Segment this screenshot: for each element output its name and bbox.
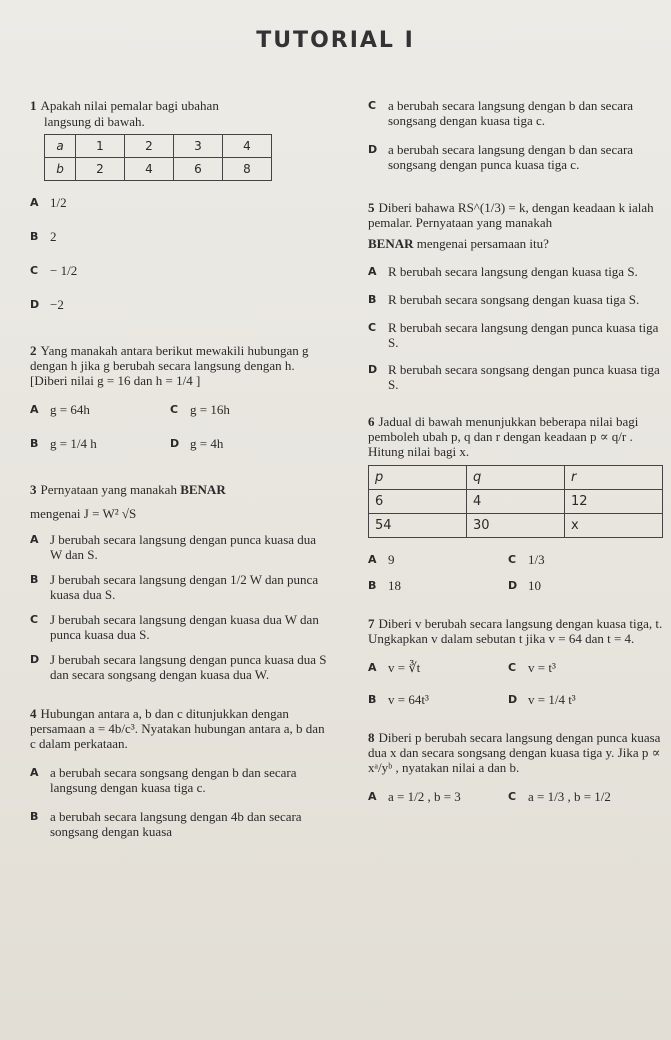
option-label: A <box>368 661 377 674</box>
question-5 <box>368 200 668 392</box>
question-text: Diberi p berubah secara langsung dengan punca kuasa dua x dan secara songsang dengan kuasa tiga y. Jika p ∝ xᵃ/yᵇ , nyatakan nilai a dan b. <box>368 730 661 775</box>
table-cell: 1 <box>76 135 125 158</box>
table-cell: 54 <box>369 514 467 538</box>
option-text: J berubah secara langsung dengan 1/2 W dan punca kuasa dua S. <box>50 572 319 602</box>
option-text: a = 1/2 , b = 3 <box>388 789 461 804</box>
option-text: v = 64t³ <box>388 692 429 707</box>
option-a[interactable] <box>368 789 508 805</box>
table-cell: a <box>45 135 76 158</box>
option-label: D <box>170 437 180 450</box>
question-text: Apakah nilai pemalar bagi ubahan <box>40 98 219 113</box>
option-label: C <box>368 321 377 334</box>
option-b[interactable] <box>368 292 668 308</box>
table-cell: 2 <box>76 158 125 181</box>
table-cell: q <box>467 466 565 490</box>
option-text: a berubah secara langsung dengan b dan secara songsang dengan kuasa tiga c. <box>388 98 634 128</box>
option-label: D <box>508 693 518 706</box>
question-number: 8 <box>368 730 375 745</box>
option-label: C <box>170 403 179 416</box>
option-label: D <box>368 363 378 376</box>
table-cell: r <box>565 466 663 490</box>
option-b[interactable] <box>30 436 170 452</box>
option-label: D <box>508 579 518 592</box>
option-d[interactable] <box>368 362 668 392</box>
table-row <box>45 135 272 158</box>
table-row <box>45 158 272 181</box>
option-text: 1/3 <box>528 552 545 567</box>
question-4-continued <box>368 98 668 172</box>
option-text: a = 1/3 , b = 1/2 <box>528 789 611 804</box>
question-text: Pernyataan yang manakah <box>40 482 177 497</box>
option-label: B <box>368 693 377 706</box>
option-c[interactable] <box>170 402 310 418</box>
table-cell: 4 <box>223 135 272 158</box>
option-c[interactable] <box>30 263 330 279</box>
option-b[interactable] <box>30 229 330 245</box>
option-label: B <box>30 437 39 450</box>
table-row <box>369 490 663 514</box>
table-cell: 8 <box>223 158 272 181</box>
table-cell: 4 <box>125 158 174 181</box>
question-text: Hubungan antara a, b dan c ditunjukkan dengan persamaan a = 4b/c³. Nyatakan hubungan antara a, b dan c dalam perkataan. <box>30 706 325 751</box>
option-label: C <box>30 264 39 277</box>
option-label: D <box>368 143 378 156</box>
question-number: 6 <box>368 414 375 429</box>
option-d[interactable] <box>368 142 668 172</box>
question-text: mengenai J = W² √S <box>30 506 137 521</box>
table-cell: b <box>45 158 76 181</box>
option-text: R berubah secara langsung dengan kuasa tiga S. <box>388 264 638 279</box>
option-label: A <box>368 265 377 278</box>
option-text: R berubah secara langsung dengan punca kuasa tiga S. <box>388 320 659 350</box>
option-c[interactable] <box>508 789 648 805</box>
option-a[interactable] <box>368 264 668 280</box>
option-text: a berubah secara songsang dengan b dan secara langsung dengan kuasa tiga c. <box>50 765 297 795</box>
option-label: C <box>508 661 517 674</box>
option-c[interactable] <box>508 552 648 568</box>
question-text: mengenai persamaan itu? <box>416 236 549 251</box>
option-label: A <box>368 553 377 566</box>
option-label: A <box>30 533 39 546</box>
table-cell: 3 <box>174 135 223 158</box>
question-4 <box>30 706 330 839</box>
table-cell: 30 <box>467 514 565 538</box>
option-label: C <box>508 553 517 566</box>
option-text: R berubah secara songsang dengan kuasa tiga S. <box>388 292 640 307</box>
option-label: A <box>368 790 377 803</box>
option-d[interactable] <box>170 436 310 452</box>
option-text: J berubah secara langsung dengan kuasa dua W dan punca kuasa dua S. <box>50 612 319 642</box>
table-cell: 4 <box>467 490 565 514</box>
option-label: C <box>368 99 377 112</box>
table-cell: 12 <box>565 490 663 514</box>
option-label: B <box>368 579 377 592</box>
question-6 <box>368 414 668 594</box>
question-7 <box>368 616 668 708</box>
question-number: 7 <box>368 616 375 631</box>
table-cell: 2 <box>125 135 174 158</box>
option-c[interactable] <box>368 320 668 350</box>
option-b[interactable] <box>30 572 330 602</box>
option-text: 18 <box>388 578 401 593</box>
option-text: g = 4h <box>190 436 224 451</box>
table-row <box>369 514 663 538</box>
option-label: A <box>30 766 39 779</box>
option-label: C <box>508 790 517 803</box>
option-a[interactable] <box>368 660 508 676</box>
data-table <box>368 465 663 538</box>
option-b[interactable] <box>30 809 330 839</box>
question-number: 4 <box>30 706 37 721</box>
table-cell: x <box>565 514 663 538</box>
question-8 <box>368 730 668 805</box>
option-label: A <box>30 403 39 416</box>
option-label: B <box>30 230 39 243</box>
option-label: B <box>30 810 39 823</box>
page-title: TUTORIAL I <box>256 28 415 53</box>
question-number: 5 <box>368 200 375 215</box>
option-b[interactable] <box>368 692 508 708</box>
option-text: 1/2 <box>50 195 67 210</box>
option-label: A <box>30 196 39 209</box>
option-text: − 1/2 <box>50 263 78 278</box>
option-d[interactable] <box>508 578 648 594</box>
option-label: D <box>30 653 40 666</box>
option-text: 2 <box>50 229 57 244</box>
option-a[interactable] <box>30 195 330 211</box>
option-c[interactable] <box>508 660 648 676</box>
option-text: g = 16h <box>190 402 230 417</box>
option-label: B <box>30 573 39 586</box>
question-text: Yang manakah antara berikut mewakili hubungan g dengan h jika g berubah secara langsung dengan h. [Diberi nilai g = 16 dan h = 1/4 ] <box>30 343 309 388</box>
question-1 <box>30 98 330 313</box>
option-b[interactable] <box>368 578 508 594</box>
option-label: D <box>30 298 40 311</box>
right-column <box>368 98 668 811</box>
option-text: J berubah secara langsung dengan punca kuasa dua S dan secara songsang dengan kuasa dua W. <box>50 652 327 682</box>
question-number: 3 <box>30 482 37 497</box>
emphasis-text: BENAR <box>180 482 226 497</box>
option-d[interactable] <box>508 692 648 708</box>
option-c[interactable] <box>368 98 668 128</box>
option-a[interactable] <box>30 765 330 795</box>
question-text: Diberi v berubah secara langsung dengan kuasa tiga, t. Ungkapkan v dalam sebutan t jika v = 64 dan t = 4. <box>368 616 663 646</box>
option-label: C <box>30 613 39 626</box>
question-text: Diberi bahawa RS^(1/3) = k, dengan keadaan k ialah pemalar. Pernyataan yang manakah <box>368 200 654 230</box>
question-number: 1 <box>30 98 37 113</box>
question-text: Jadual di bawah menunjukkan beberapa nilai bagi pemboleh ubah p, q dan r dengan keadaan p ∝ q/r . Hitung nilai bagi x. <box>368 414 639 459</box>
option-text: g = 1/4 h <box>50 436 97 451</box>
option-a[interactable] <box>30 402 170 418</box>
question-3 <box>30 482 330 682</box>
table-cell: 6 <box>369 490 467 514</box>
option-text: J berubah secara langsung dengan punca kuasa dua W dan S. <box>50 532 317 562</box>
option-d[interactable] <box>30 652 330 682</box>
data-table <box>44 134 272 181</box>
question-2 <box>30 343 330 452</box>
option-text: 9 <box>388 552 395 567</box>
left-column <box>30 98 330 845</box>
question-number: 2 <box>30 343 37 358</box>
table-row <box>369 466 663 490</box>
option-text: a berubah secara langsung dengan 4b dan secara songsang dengan kuasa <box>50 809 302 839</box>
option-text: R berubah secara songsang dengan punca kuasa tiga S. <box>388 362 660 392</box>
option-d[interactable] <box>30 297 330 313</box>
option-text: g = 64h <box>50 402 90 417</box>
option-text: 10 <box>528 578 541 593</box>
option-text: v = 1/4 t³ <box>528 692 576 707</box>
option-text: v = t³ <box>528 660 556 675</box>
option-text: v = ∛t <box>388 660 421 675</box>
table-cell: p <box>369 466 467 490</box>
option-a[interactable] <box>368 552 508 568</box>
option-text: a berubah secara langsung dengan b dan secara songsang dengan punca kuasa tiga c. <box>388 142 634 172</box>
option-c[interactable] <box>30 612 330 642</box>
option-text: −2 <box>50 297 64 312</box>
option-label: B <box>368 293 377 306</box>
option-a[interactable] <box>30 532 330 562</box>
emphasis-text: BENAR <box>368 236 414 251</box>
question-text: langsung di bawah. <box>44 114 145 129</box>
table-cell: 6 <box>174 158 223 181</box>
